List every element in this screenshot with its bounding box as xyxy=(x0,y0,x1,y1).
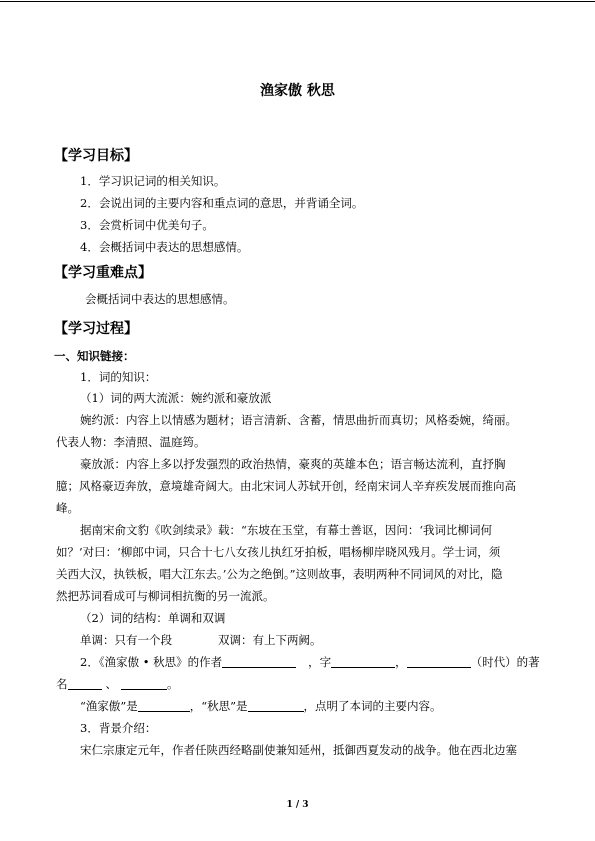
goal-item-2: 2．会说出词的主要内容和重点词的意思，并背诵全词。 xyxy=(80,196,364,210)
item-heading-schools: （1）词的两大流派：婉约派和豪放派 xyxy=(80,391,272,405)
question-2-line1 xyxy=(80,655,540,669)
page-title: 渔家傲 秋思 xyxy=(260,83,335,99)
q2b-text-yujiaao: “渔家傲”是 xyxy=(80,699,138,713)
section-heading-key-points: 【学习重难点】 xyxy=(54,265,152,281)
paragraph-haofang-line1: 豪放派：内容上多以抒发强烈的政治热情，豪爽的英雄本色；语言畅达流利，直抒胸 xyxy=(80,457,506,471)
blank-courtesy-name[interactable] xyxy=(331,655,395,668)
paragraph-story-line1: 据南宋俞文豹《吹剑续录》载：“东坡在玉堂，有幕士善讴，因问：‘我词比柳词何 xyxy=(80,523,493,537)
q2-text-comma: ， xyxy=(395,655,407,669)
goal-item-4: 4．会概括词中表达的思想感情。 xyxy=(80,240,249,254)
item-heading-ci-knowledge: 1．词的知识： xyxy=(80,370,157,384)
question-2b-line xyxy=(80,699,442,713)
key-point-text: 会概括词中表达的思想感情。 xyxy=(85,292,235,306)
header-rule xyxy=(0,1,595,2)
part-heading-knowledge: 一、知识链接： xyxy=(54,349,135,363)
paragraph-wanyue-line2: 代表人物：李清照、温庭筠。 xyxy=(56,435,206,449)
q2-text-end: 。 xyxy=(167,677,179,691)
item-heading-structure: （2）词的结构：单调和双调 xyxy=(80,611,226,625)
q2-text-sep: 、 xyxy=(105,677,117,691)
paragraph-background-line1: 宋仁宗康定元年，作者任陕西经略副使兼知延州，抵御西夏发动的战争。他在西北边塞 xyxy=(80,743,517,757)
paragraph-story-line3: 关西大汉，执铁板，唱大江东去。’公为之绝倒。”这则故事，表明两种不同词风的对比，隐 xyxy=(56,567,503,581)
goal-item-1: 1．学习识记词的相关知识。 xyxy=(80,174,226,188)
paragraph-haofang-line2: 臆；风格豪迈奔放，意境雄奇阔大。由北宋词人苏轼开创，经南宋词人辛弃疾发展而推向高 xyxy=(56,479,516,493)
q2b-text-end: ，点明了本词的主要内容。 xyxy=(303,699,442,713)
text-dandiao: 单调：只有一个段 xyxy=(80,633,172,647)
question-2-line2 xyxy=(56,677,179,691)
q2-text-era: （时代）的著 xyxy=(470,655,540,669)
blank-title-meaning[interactable] xyxy=(248,699,304,712)
q2-text-ming: 名 xyxy=(56,677,68,691)
blank-title-2[interactable] xyxy=(121,677,167,690)
page-number: 1 / 3 xyxy=(286,800,309,810)
paragraph-wanyue-line1: 婉约派：内容上以情感为题材；语言清新、含蓄，情思曲折而真切；风格委婉，绮丽。 xyxy=(80,413,517,427)
paragraph-haofang-line3: 峰。 xyxy=(56,501,79,515)
paragraph-story-line4: 然把苏词看成可与柳词相抗衡的另一流派。 xyxy=(56,589,275,603)
blank-cipai[interactable] xyxy=(138,699,190,712)
q2-text-author: 2．《渔家傲 • 秋思》的作者 xyxy=(80,655,223,669)
section-heading-goals: 【学习目标】 xyxy=(54,148,138,164)
paragraph-story-line2: 如？’对曰：‘柳郎中词，只合十七八女孩儿执红牙拍板，唱杨柳岸晓风残月。学士词，须 xyxy=(56,545,501,559)
blank-author[interactable] xyxy=(222,655,296,668)
blank-era[interactable] xyxy=(407,655,471,668)
q2-text-zi: ，字 xyxy=(308,655,332,669)
goal-item-3: 3．会赏析词中优美句子。 xyxy=(80,218,214,232)
item-heading-background: 3．背景介绍： xyxy=(80,721,157,735)
text-shuangdiao: 双调：有上下两阙。 xyxy=(218,633,322,647)
section-heading-process: 【学习过程】 xyxy=(54,321,138,337)
blank-title-1[interactable] xyxy=(68,677,102,690)
q2b-text-qiusi: ，“秋思”是 xyxy=(189,699,248,713)
